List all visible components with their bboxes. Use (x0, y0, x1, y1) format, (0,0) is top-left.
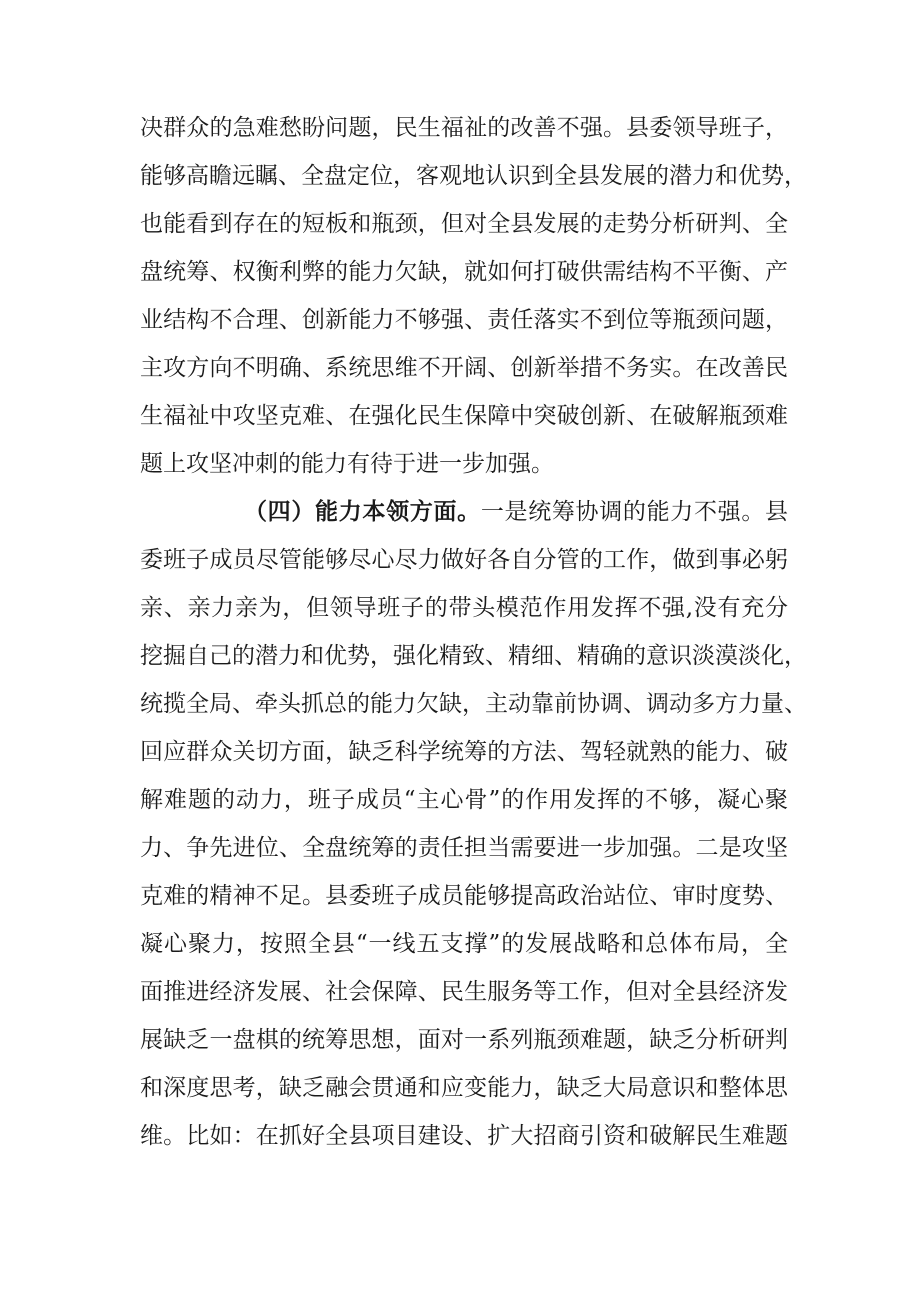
text-line-17: 克难的精神不足。县委班子成员能够提高政治站位、审时度势、 (140, 883, 788, 909)
text-line-1: 决群众的急难愁盼问题，民生福祉的改善不强。县委领导班子， (140, 115, 788, 141)
text-line-7: 生福祉中攻坚克难、在强化民生保障中突破创新、在破解瓶颈难 (140, 403, 788, 429)
text-line-20: 展缺乏一盘棋的统筹思想，面对一系列瓶颈难题，缺乏分析研判 (140, 1027, 788, 1053)
section-heading: （四）能力本领方面。 (244, 498, 481, 525)
text-line-8: 题上攻坚冲刺的能力有待于进一步加强。 (140, 451, 554, 477)
text-line-22: 维。比如：在抓好全县项目建设、扩大招商引资和破解民生难题 (140, 1123, 788, 1149)
text-line-2: 能够高瞻远瞩、全盘定位，客观地认识到全县发展的潜力和优势， (140, 163, 807, 189)
section-heading-line (244, 492, 788, 532)
text-line-21: 和深度思考，缺乏融会贯通和应变能力，缺乏大局意识和整体思 (140, 1075, 788, 1101)
text-line-10: 委班子成员尽管能够尽心尽力做好各自分管的工作，做到事必躬 (140, 547, 788, 573)
text-line-13: 统揽全局、牵头抓总的能力欠缺，主动靠前协调、调动多方力量、 (140, 691, 807, 717)
text-line-12: 挖掘自己的潜力和优势，强化精致、精细、精确的意识淡漠淡化， (140, 643, 807, 669)
text-line-16: 力、争先进位、全盘统筹的责任担当需要进一步加强。二是攻坚 (140, 835, 788, 861)
text-line-4: 盘统筹、权衡利弊的能力欠缺，就如何打破供需结构不平衡、产 (140, 259, 788, 285)
text-line-6: 主攻方向不明确、系统思维不开阔、创新举措不务实。在改善民 (140, 355, 788, 381)
text-line-18: 凝心聚力，按照全县“一线五支撑”的发展战略和总体布局，全 (140, 931, 788, 957)
text-line-14: 回应群众关切方面，缺乏科学统筹的方法、驾轻就熟的能力、破 (140, 739, 788, 765)
text-line-3: 也能看到存在的短板和瓶颈，但对全县发展的走势分析研判、全 (140, 211, 788, 237)
text-line-19: 面推进经济发展、社会保障、民生服务等工作，但对全县经济发 (140, 979, 788, 1005)
text-line-5: 业结构不合理、创新能力不够强、责任落实不到位等瓶颈问题， (140, 307, 788, 333)
text-line-11: 亲、亲力亲为，但领导班子的带头模范作用发挥不强,没有充分 (140, 595, 788, 621)
text-line-15: 解难题的动力，班子成员“主心骨”的作用发挥的不够，凝心聚 (140, 787, 788, 813)
section-first-line-text: 一是统筹协调的能力不强。县 (480, 499, 789, 525)
